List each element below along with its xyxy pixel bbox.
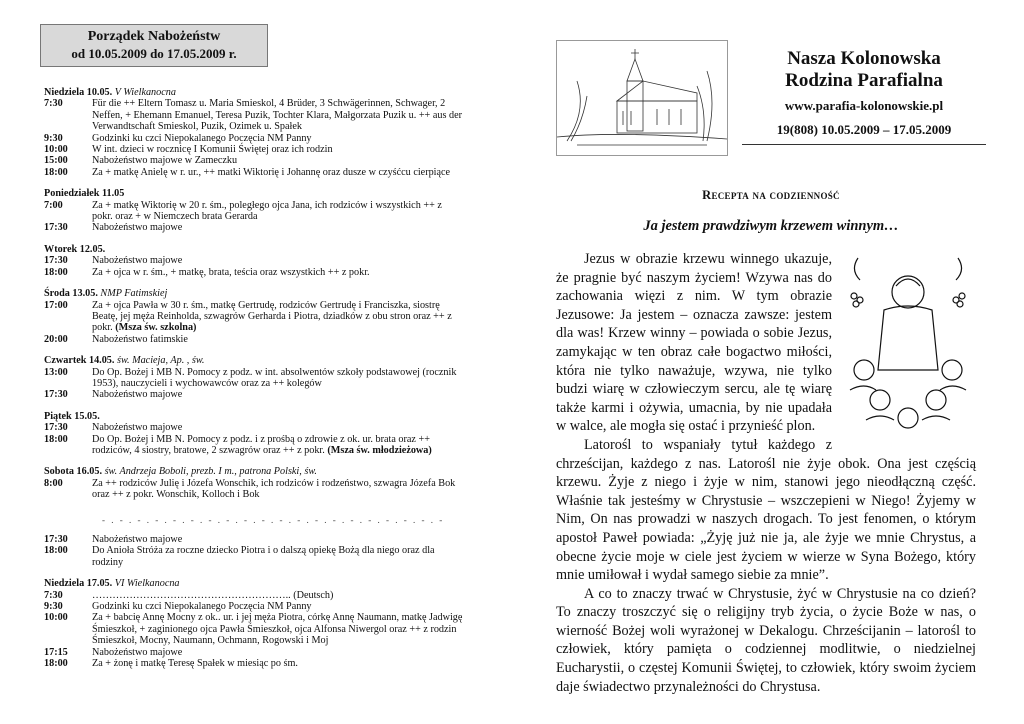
entry-time: 18:00 bbox=[44, 545, 68, 557]
entry-time: 9:30 bbox=[44, 601, 63, 613]
schedule-day bbox=[44, 578, 464, 669]
schedule-entry bbox=[44, 255, 464, 266]
schedule-day bbox=[44, 288, 464, 345]
schedule-entry bbox=[44, 434, 464, 457]
entry-text: Nabożeństwo majowe bbox=[92, 534, 183, 545]
day-date: Sobota 16.05. bbox=[44, 466, 103, 478]
entry-time: 17:30 bbox=[44, 534, 68, 545]
entry-intention bbox=[92, 300, 464, 334]
article-paragraph: Jezus w obrazie krzewu winnego ukazuje, że pragnie być naszym życiem! Wzywa nas do zachowania więzi z nim. W tym obrazie Jezusowe: Ja jestem – oznacza zawsze: jestem dla was! Krzew winny – powiada o sobie Jezus, zamykając w ten obraz całe bogactwo miłości, która nie tylko naważuje, wzywa, nie tylko budzi wiarę w człowieczym sercu, ale tę wiarę także karmi i ożywia, umacnia, by nie upadała w walce, ale mogła się ostać i przynieść plon. bbox=[556, 251, 832, 435]
schedule-entry bbox=[44, 601, 464, 612]
entry-time: 10:00 bbox=[44, 144, 68, 156]
schedule-entry bbox=[44, 422, 464, 433]
entry-text: Nabożeństwo majowe bbox=[92, 389, 183, 401]
entry-time: 15:00 bbox=[44, 155, 68, 167]
entry-time: 17:30 bbox=[44, 422, 68, 434]
entry-intention bbox=[92, 534, 464, 545]
entry-text: Za + żonę i matkę Teresę Spałek w miesiąc po śm. bbox=[92, 658, 298, 670]
day-date: Poniedziałek 11.05 bbox=[44, 188, 125, 200]
entry-text: Za ++ rodziców Julię i Józefa Wonschik, ich rodziców i rodzeństwo, szwagra Józefa Bok oraz ++ z pokr. Wonschik, Kolloch i Bok bbox=[92, 477, 456, 501]
schedule-day bbox=[44, 244, 464, 278]
schedule-column bbox=[44, 24, 464, 679]
schedule-day bbox=[44, 466, 464, 568]
entry-intention bbox=[92, 155, 464, 166]
schedule-entry bbox=[44, 144, 464, 155]
schedule-entry bbox=[44, 590, 464, 601]
entry-time: 13:00 bbox=[44, 366, 68, 378]
entry-intention bbox=[92, 612, 464, 646]
issue-number: 19(808) 10.05.2009 – 17.05.2009 bbox=[776, 122, 952, 137]
entry-text: Do Op. Bożej i MB N. Pomocy z podz. i z prośbą o zdrowie z ok. ur. brata oraz ++ rodziców, 4 siostry, bratowe, 2 szwagrów oraz ++ z pokr. bbox=[92, 433, 430, 456]
article-paragraph: Latorośl to wspaniały tytuł każdego z chrześcijan, każdego z nas. Latorośl nie żyje obok. Ona jest częścią krzewu. Żyje z niego i żyje w nim, stanowi jego nieodłączną część. Właśnie tak jesteśmy w Chrystusie – wszczepieni w Niego! Żyjemy w Nim, On nas prowadzi w naszych drogach. To jest fenomen, o którym apostoł Paweł powiada: „Żyję już nie ja, ale żyje we mnie Chrystus, a obecne życie moje w ciele jest życiem w wierze w Syna Bożego, który mnie umiłował i wydał samego siebie za mnie”. bbox=[556, 436, 976, 584]
day-date: Niedziela 10.05. bbox=[44, 87, 113, 98]
entry-text: ………………………………………………….. (Deutsch) bbox=[92, 589, 334, 601]
entry-intention bbox=[92, 367, 464, 390]
entry-text: Nabożeństwo majowe bbox=[92, 422, 183, 434]
bulletin-masthead bbox=[742, 48, 986, 145]
entry-intention bbox=[92, 658, 464, 669]
schedule-entry bbox=[44, 267, 464, 278]
day-heading bbox=[44, 244, 464, 255]
entry-time: 9:30 bbox=[44, 132, 63, 144]
day-heading bbox=[44, 87, 464, 98]
parish-title-line1: Nasza Kolonowska bbox=[787, 48, 941, 69]
entry-time: 7:00 bbox=[44, 199, 63, 211]
entry-text: Za + matkę Anielę w r. ur., ++ matki Wiktorię i Johannę oraz dusze w czyśćcu cierpiące bbox=[92, 166, 451, 178]
entry-intention bbox=[92, 478, 464, 501]
schedule-day bbox=[44, 188, 464, 234]
day-heading bbox=[44, 466, 464, 477]
schedule-entry bbox=[44, 478, 464, 501]
schedule-days bbox=[44, 87, 464, 669]
entry-bold-note: (Msza św. szkolna) bbox=[115, 322, 197, 334]
entry-intention bbox=[92, 144, 464, 155]
day-heading bbox=[44, 188, 464, 199]
day-feast: NMP Fatimskiej bbox=[100, 288, 168, 300]
day-date: Piątek 15.05. bbox=[44, 410, 100, 422]
entry-text: Za + ojca w r. śm., + matkę, brata, teścia oraz wszystkich ++ z pokr. bbox=[92, 266, 370, 278]
day-date: Czwartek 14.05. bbox=[44, 355, 115, 367]
entry-intention bbox=[92, 590, 464, 601]
entry-intention bbox=[92, 647, 464, 658]
schedule-entry bbox=[44, 612, 464, 646]
schedule-entry bbox=[44, 167, 464, 178]
parish-title-line2: Rodzina Parafialna bbox=[785, 70, 943, 91]
entry-time: 17:30 bbox=[44, 389, 68, 401]
day-heading bbox=[44, 355, 464, 366]
entry-text: Nabożeństwo majowe bbox=[92, 222, 183, 234]
entry-text: Do Anioła Stróża za roczne dziecko Piotra i o dalszą opiekę Bożą dla niego oraz dla rodziny bbox=[92, 545, 435, 568]
schedule-entry bbox=[44, 545, 464, 568]
entry-text: Godzinki ku czci Niepokalanego Poczęcia NM Panny bbox=[92, 601, 312, 613]
entry-intention bbox=[92, 434, 464, 457]
schedule-entry bbox=[44, 222, 464, 233]
schedule-entry bbox=[44, 98, 464, 132]
schedule-entry bbox=[44, 647, 464, 658]
entry-intention bbox=[92, 334, 464, 345]
section-title: Recepta na codzienność bbox=[702, 188, 840, 202]
schedule-entry bbox=[44, 389, 464, 400]
day-date: Niedziela 17.05. bbox=[44, 578, 113, 590]
schedule-dates: od 10.05.2009 do 17.05.2009 r. bbox=[71, 46, 237, 61]
entry-intention bbox=[92, 422, 464, 433]
schedule-day bbox=[44, 411, 464, 457]
entry-text: Für die ++ Eltern Tomasz u. Maria Smieskol, 4 Brüder, 3 Schwägerinnen, Schwager, 2 Neffen, + Ehemann Emanuel, Teresa Puzik, Tochter Klara, Małgorzata Puzik u. ++ aus der Verwandtschaft Smieskol, Puzik, Ozimek u. Spałek bbox=[92, 98, 462, 133]
article-subtitle: Ja jestem prawdziwym krzewem winnym… bbox=[643, 218, 899, 234]
schedule-entry bbox=[44, 133, 464, 144]
entry-intention bbox=[92, 200, 464, 223]
schedule-entry bbox=[44, 334, 464, 345]
entry-text: Nabożeństwo majowe bbox=[92, 646, 183, 658]
day-feast: św. Andrzeja Boboli, prezb. I m., patrona Polski, św. bbox=[104, 466, 317, 478]
schedule-day bbox=[44, 355, 464, 401]
schedule-header bbox=[40, 24, 268, 67]
entry-intention bbox=[92, 267, 464, 278]
day-heading bbox=[44, 578, 464, 589]
entry-text: W int. dzieci w rocznicę I Komunii Świętej oraz ich rodzin bbox=[92, 144, 333, 156]
schedule-title: Porządek Nabożeństw bbox=[87, 29, 221, 44]
entry-time: 10:00 bbox=[44, 612, 68, 624]
parish-website: www.parafia-kolonowskie.pl bbox=[784, 98, 944, 113]
entry-time: 7:30 bbox=[44, 98, 63, 110]
entry-intention bbox=[92, 133, 464, 144]
entry-text: Za + ojca Pawła w 30 r. śm., matkę Gertrudę, rodziców Gertrudę i Franciszka, siostrę Beatę, jej męża Reinholda, szwagrów Gerharda i Piotra, dziadków z obu stron oraz ++ z pokr. bbox=[92, 299, 452, 334]
entry-bold-note: (Msza św. młodzieżowa) bbox=[327, 444, 432, 456]
entry-text: Godzinki ku czci Niepokalanego Poczęcia NM Panny bbox=[92, 132, 312, 144]
entry-time: 18:00 bbox=[44, 433, 68, 445]
entry-time: 17:30 bbox=[44, 222, 68, 234]
article-paragraph: A co to znaczy trwać w Chrystusie, żyć w Chrystusie na co dzień? To znaczy troszczyć się o religijny tryb życia, o życie Boże w nas, o wierność Bożej woli wyrażonej w Dekalogu. Chrześcijanin – latorośl to człowiek, który pamięta o codziennej modlitwie, o niedzielnej Eucharystii, o częstej Komunii Świętej, to człowiek, który swoim życiem daje świadectwo przynależności do Chrystusa. bbox=[556, 585, 976, 695]
entry-text: Nabożeństwo fatimskie bbox=[92, 333, 188, 345]
day-date: Środa 13.05. bbox=[44, 288, 98, 300]
masthead-divider bbox=[742, 144, 986, 145]
day-heading bbox=[44, 411, 464, 422]
schedule-entry bbox=[44, 658, 464, 669]
entry-text: Za + babcię Annę Mocny z ok.. ur. i jej męża Piotra, córkę Annę Naumann, matkę Jadwigę Śmieszkoł, + zaginionego ojca Pawła Śmieszkoł, ojca Alfonsa Niwergol oraz ++ z rodzin Śmieszkoł, Mocny, Naumann, Ochmann, Rogowski i Moj bbox=[92, 612, 463, 647]
entry-intention bbox=[92, 167, 464, 178]
entry-time: 17:30 bbox=[44, 255, 68, 267]
entry-text: Za + matkę Wiktorię w 20 r. śm., poległego ojca Jana, ich rodziców i wszystkich ++ z pokr. oraz + w Niemczech brata Gerarda bbox=[92, 199, 442, 223]
schedule-entry bbox=[44, 200, 464, 223]
day-heading bbox=[44, 288, 464, 299]
entry-time: 17:00 bbox=[44, 299, 68, 311]
entry-time: 18:00 bbox=[44, 658, 68, 670]
entry-time: 7:30 bbox=[44, 589, 63, 601]
entry-time: 8:00 bbox=[44, 477, 63, 489]
day-date: Wtorek 12.05. bbox=[44, 243, 106, 255]
article-body bbox=[556, 250, 976, 696]
schedule-entry bbox=[44, 534, 464, 545]
entry-intention bbox=[92, 545, 464, 568]
entry-intention bbox=[92, 255, 464, 266]
day-feast: VI Wielkanocna bbox=[114, 578, 180, 590]
entry-time: 18:00 bbox=[44, 166, 68, 178]
entry-intention bbox=[92, 222, 464, 233]
entry-intention bbox=[92, 389, 464, 400]
day-feast: V Wielkanocna bbox=[114, 87, 176, 98]
entry-text: Nabożeństwo majowe w Zameczku bbox=[92, 155, 238, 167]
church-illustration bbox=[556, 40, 728, 156]
entry-time: 20:00 bbox=[44, 333, 68, 345]
schedule-day bbox=[44, 87, 464, 178]
schedule-entry bbox=[44, 367, 464, 390]
dashed-separator: - . - . - . - . - . - . - . - . - . - . - . - . - . - . - . - . - . - . - . - bbox=[102, 514, 445, 525]
schedule-entry bbox=[44, 155, 464, 166]
schedule-entry bbox=[44, 300, 464, 334]
entry-intention bbox=[92, 98, 464, 132]
entry-time: 18:00 bbox=[44, 266, 68, 278]
entry-text: Nabożeństwo majowe bbox=[92, 255, 183, 267]
entry-intention bbox=[92, 601, 464, 612]
entry-time: 17:15 bbox=[44, 646, 68, 658]
jesus-vine-illustration bbox=[840, 250, 976, 438]
day-feast: św. Macieja, Ap. , św. bbox=[117, 355, 205, 367]
entry-text: Do Op. Bożej i MB N. Pomocy z podz. w int. absolwentów szkoły podstawowej (rocznik 1953), nauczycieli i wychowawców oraz za ++ kolegów bbox=[92, 366, 457, 389]
